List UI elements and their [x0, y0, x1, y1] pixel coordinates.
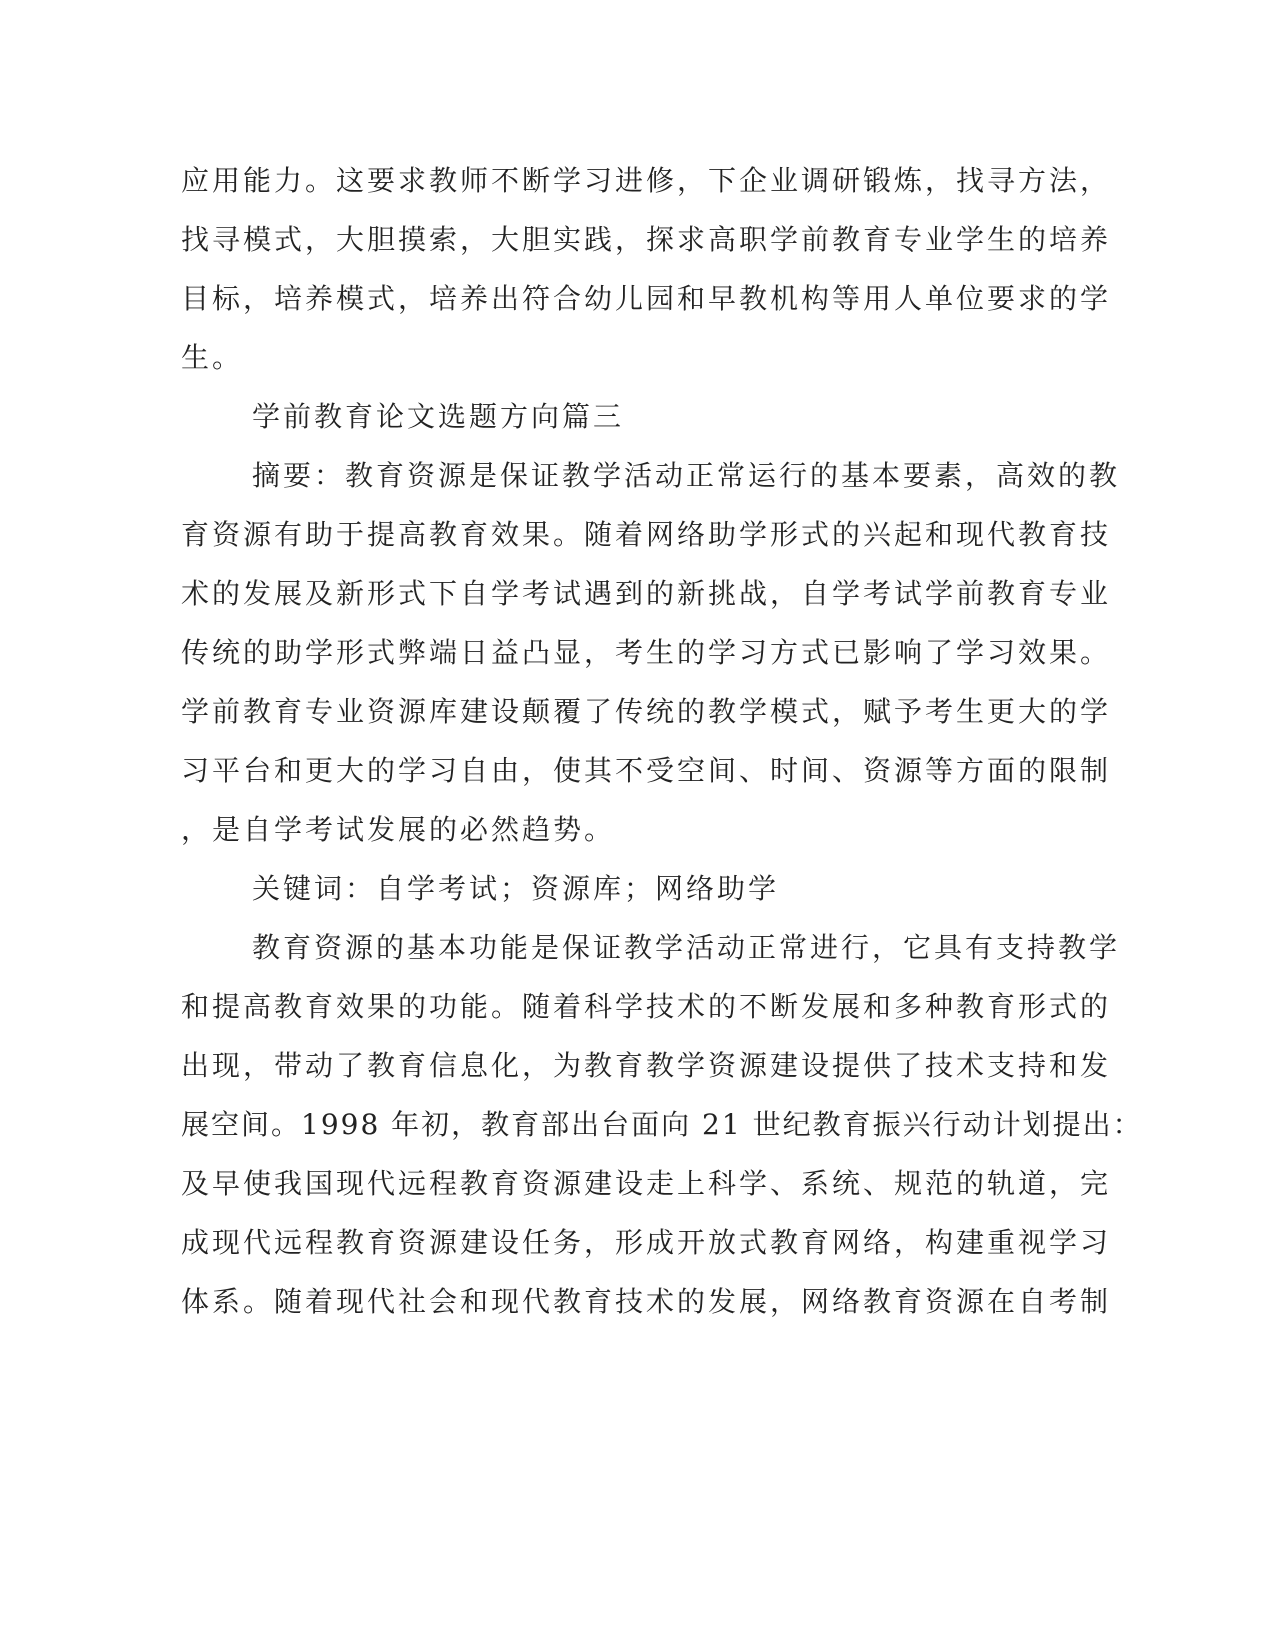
paragraph-line: 目标，培养模式，培养出符合幼儿园和早教机构等用人单位要求的学 [181, 282, 1112, 315]
paragraph-line: 体系。随着现代社会和现代教育技术的发展，网络教育资源在自考制 [181, 1285, 1112, 1318]
paragraph-line: 出现，带动了教育信息化，为教育教学资源建设提供了技术支持和发 [181, 1049, 1112, 1082]
paragraph-line: 教育资源的基本功能是保证教学活动正常进行，它具有支持教学 [252, 931, 1121, 964]
abstract-line: 摘要：教育资源是保证教学活动正常运行的基本要素，高效的教 [252, 459, 1121, 492]
paragraph-line: 应用能力。这要求教师不断学习进修，下企业调研锻炼，找寻方法， [181, 164, 1112, 197]
paragraph-line: 展空间。1998 年初，教育部出台面向 21 世纪教育振兴行动计划提出： [181, 1108, 1143, 1141]
paragraph-line: 找寻模式，大胆摸索，大胆实践，探求高职学前教育专业学生的培养 [181, 223, 1112, 256]
abstract-line: 学前教育专业资源库建设颠覆了传统的教学模式，赋予考生更大的学 [181, 695, 1112, 728]
abstract-line: 育资源有助于提高教育效果。随着网络助学形式的兴起和现代教育技 [181, 518, 1112, 551]
keywords-line: 关键词：自学考试；资源库；网络助学 [252, 872, 780, 905]
abstract-line: 术的发展及新形式下自学考试遇到的新挑战，自学考试学前教育专业 [181, 577, 1112, 610]
section-heading: 学前教育论文选题方向篇三 [252, 400, 625, 433]
abstract-line: ，是自学考试发展的必然趋势。 [181, 813, 616, 846]
paragraph-line: 成现代远程教育资源建设任务，形成开放式教育网络，构建重视学习 [181, 1226, 1112, 1259]
paragraph-line: 生。 [181, 341, 244, 374]
abstract-line: 习平台和更大的学习自由，使其不受空间、时间、资源等方面的限制 [181, 754, 1112, 787]
abstract-line: 传统的助学形式弊端日益凸显，考生的学习方式已影响了学习效果。 [181, 636, 1112, 669]
paragraph-line: 和提高教育效果的功能。随着科学技术的不断发展和多种教育形式的 [181, 990, 1112, 1023]
paragraph-line: 及早使我国现代远程教育资源建设走上科学、系统、规范的轨道，完 [181, 1167, 1112, 1200]
